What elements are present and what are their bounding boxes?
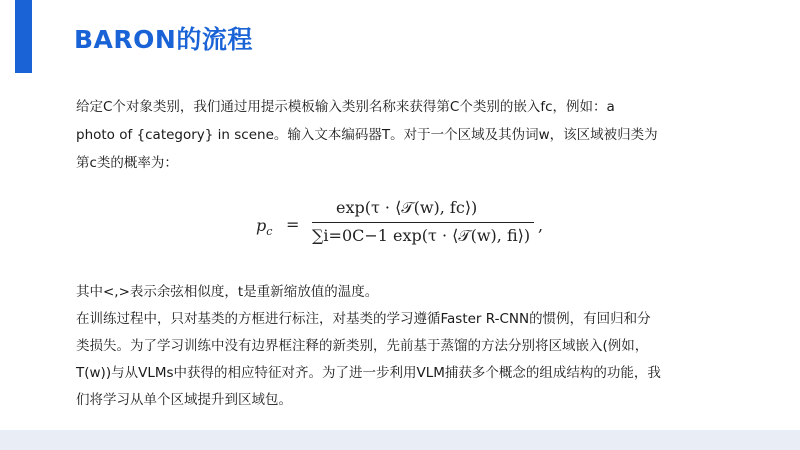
formula-lhs: $p_c$ bbox=[256, 216, 273, 239]
footer-band bbox=[0, 430, 800, 450]
paragraph-line: 类损失。为了学习训练中没有边界框注释的新类别，先前基于蒸馏的方法分别将区域嵌入(例如， bbox=[76, 338, 649, 354]
paragraph-line: 其中<,>表示余弦相似度，t是重新缩放值的温度。 bbox=[76, 284, 379, 300]
slide-title: BARON的流程 bbox=[74, 25, 253, 54]
probability-formula bbox=[256, 198, 556, 258]
intro-paragraph bbox=[76, 93, 736, 177]
formula-numerator: exp(τ · ⟨𝒯(w), fc⟩) bbox=[336, 198, 478, 217]
paragraph-line: photo of {category} in scene。输入文本编码器T。对于一个区域及其伪词w，该区域被归类为 bbox=[76, 127, 658, 143]
paragraph-line: T(w))与从VLMs中获得的相应特征对齐。为了进一步利用VLM捕获多个概念的组成结构的功能，我 bbox=[76, 365, 661, 381]
paragraph-line: 在训练过程中，只对基类的方框进行标注，对基类的学习遵循Faster R-CNN的惯例，有回归和分 bbox=[76, 311, 651, 327]
details-paragraph bbox=[76, 279, 736, 414]
paragraph-line: 们将学习从单个区域提升到区域包。 bbox=[76, 392, 292, 408]
formula-comma: , bbox=[538, 216, 544, 235]
formula-equals: = bbox=[286, 215, 300, 234]
paragraph-line: 给定C个对象类别，我们通过用提示模板输入类别名称来获得第C个类别的嵌入fc，例如：a bbox=[76, 99, 615, 115]
formula-denominator: ∑i=0C−1 exp(τ · ⟨𝒯(w), fi⟩) bbox=[312, 226, 531, 245]
title-accent-bar bbox=[15, 0, 32, 73]
fraction-rule bbox=[312, 222, 534, 223]
paragraph-line: 第c类的概率为： bbox=[76, 155, 178, 171]
